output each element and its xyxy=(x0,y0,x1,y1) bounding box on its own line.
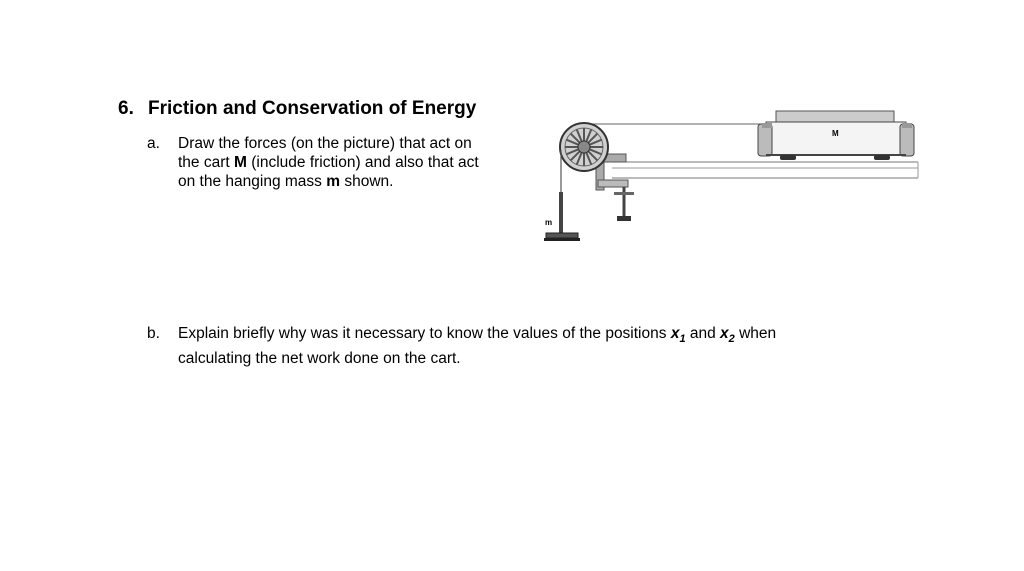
cart-pulley-diagram xyxy=(540,100,925,250)
hanging-mass-label: m xyxy=(545,218,553,227)
part-b-line-1: Explain briefly why was it necessary to know the values of the positions $x_1$ and $x_2$ when xyxy=(178,325,777,346)
part-b-line-2: calculating the net work done on the cart. xyxy=(178,350,461,368)
part-b-text xyxy=(178,324,868,368)
position-x1: $x_1$ xyxy=(670,325,686,346)
part-a-line-1: Draw the forces (on the picture) that act on xyxy=(178,135,472,152)
position-x2: $x_2$ xyxy=(720,325,735,346)
pulley-wheel xyxy=(560,123,608,171)
question-number: 6. xyxy=(118,98,134,119)
part-a-text xyxy=(178,134,528,191)
part-b-label: b. xyxy=(147,325,160,342)
part-a-line-2: the cart M (include friction) and also that act xyxy=(178,154,479,171)
part-a-line-3: on the hanging mass m shown. xyxy=(178,173,394,190)
hanging-mass xyxy=(544,192,580,241)
question-title: Friction and Conservation of Energy xyxy=(148,98,477,119)
part-a-label: a. xyxy=(147,135,160,152)
cart-label: M xyxy=(832,129,839,138)
question-heading xyxy=(118,98,476,120)
hanging-mass-symbol: m xyxy=(326,173,341,190)
cart-mass-symbol: M xyxy=(234,154,247,171)
track xyxy=(612,162,918,178)
